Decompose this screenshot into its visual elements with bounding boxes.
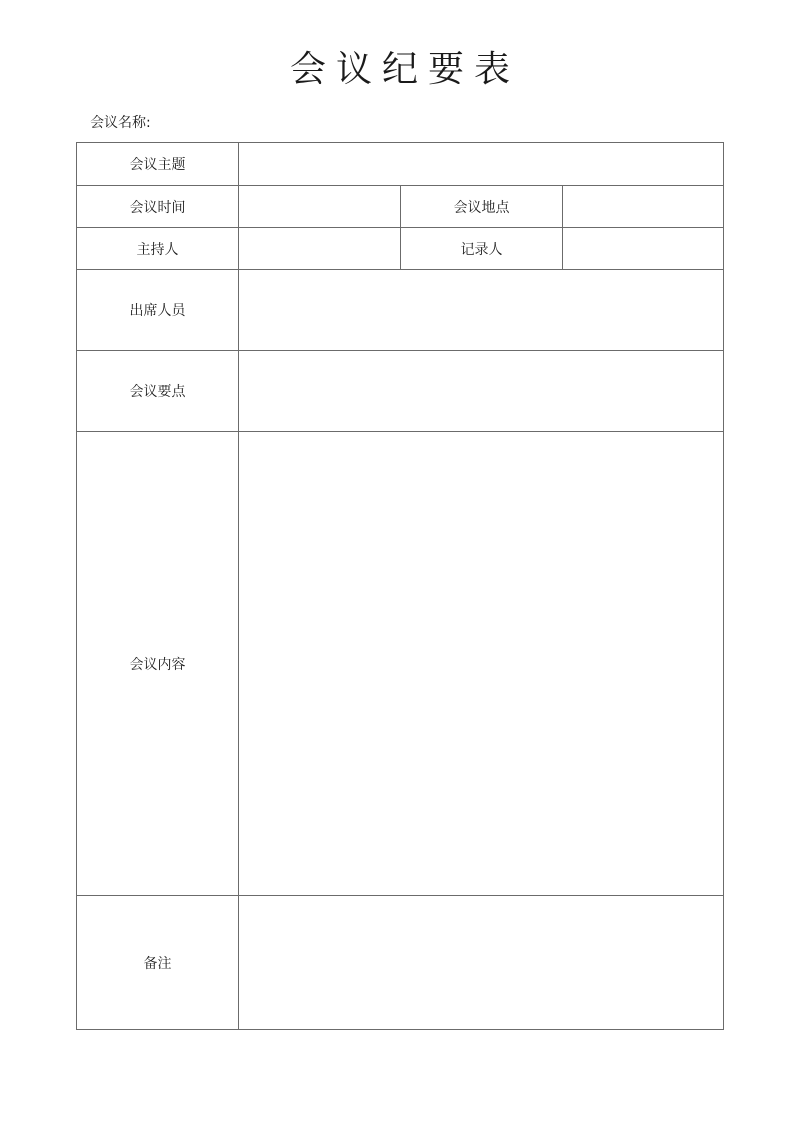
host-field[interactable] xyxy=(239,228,401,270)
table-row-topic xyxy=(77,143,724,186)
table-row-host-recorder xyxy=(77,228,724,270)
topic-field[interactable] xyxy=(239,143,724,186)
content-label: 会议内容 xyxy=(77,432,239,896)
remarks-label: 备注 xyxy=(77,896,239,1030)
location-field[interactable] xyxy=(563,186,724,228)
table-row-time-location xyxy=(77,186,724,228)
recorder-label: 记录人 xyxy=(401,228,563,270)
time-label: 会议时间 xyxy=(77,186,239,228)
table-row-content xyxy=(77,432,724,896)
table-row-attendees xyxy=(77,270,724,351)
key-points-field[interactable] xyxy=(239,351,724,432)
topic-label: 会议主题 xyxy=(77,143,239,186)
attendees-label: 出席人员 xyxy=(77,270,239,351)
attendees-field[interactable] xyxy=(239,270,724,351)
time-field[interactable] xyxy=(239,186,401,228)
meeting-minutes-table xyxy=(76,142,724,1030)
meeting-name-label: 会议名称: xyxy=(90,115,151,131)
recorder-field[interactable] xyxy=(563,228,724,270)
host-label: 主持人 xyxy=(77,228,239,270)
table-row-key-points xyxy=(77,351,724,432)
page-title: 会议纪要表 xyxy=(289,49,520,90)
remarks-field[interactable] xyxy=(239,896,724,1030)
content-field[interactable] xyxy=(239,432,724,896)
key-points-label: 会议要点 xyxy=(77,351,239,432)
table-row-remarks xyxy=(77,896,724,1030)
location-label: 会议地点 xyxy=(401,186,563,228)
